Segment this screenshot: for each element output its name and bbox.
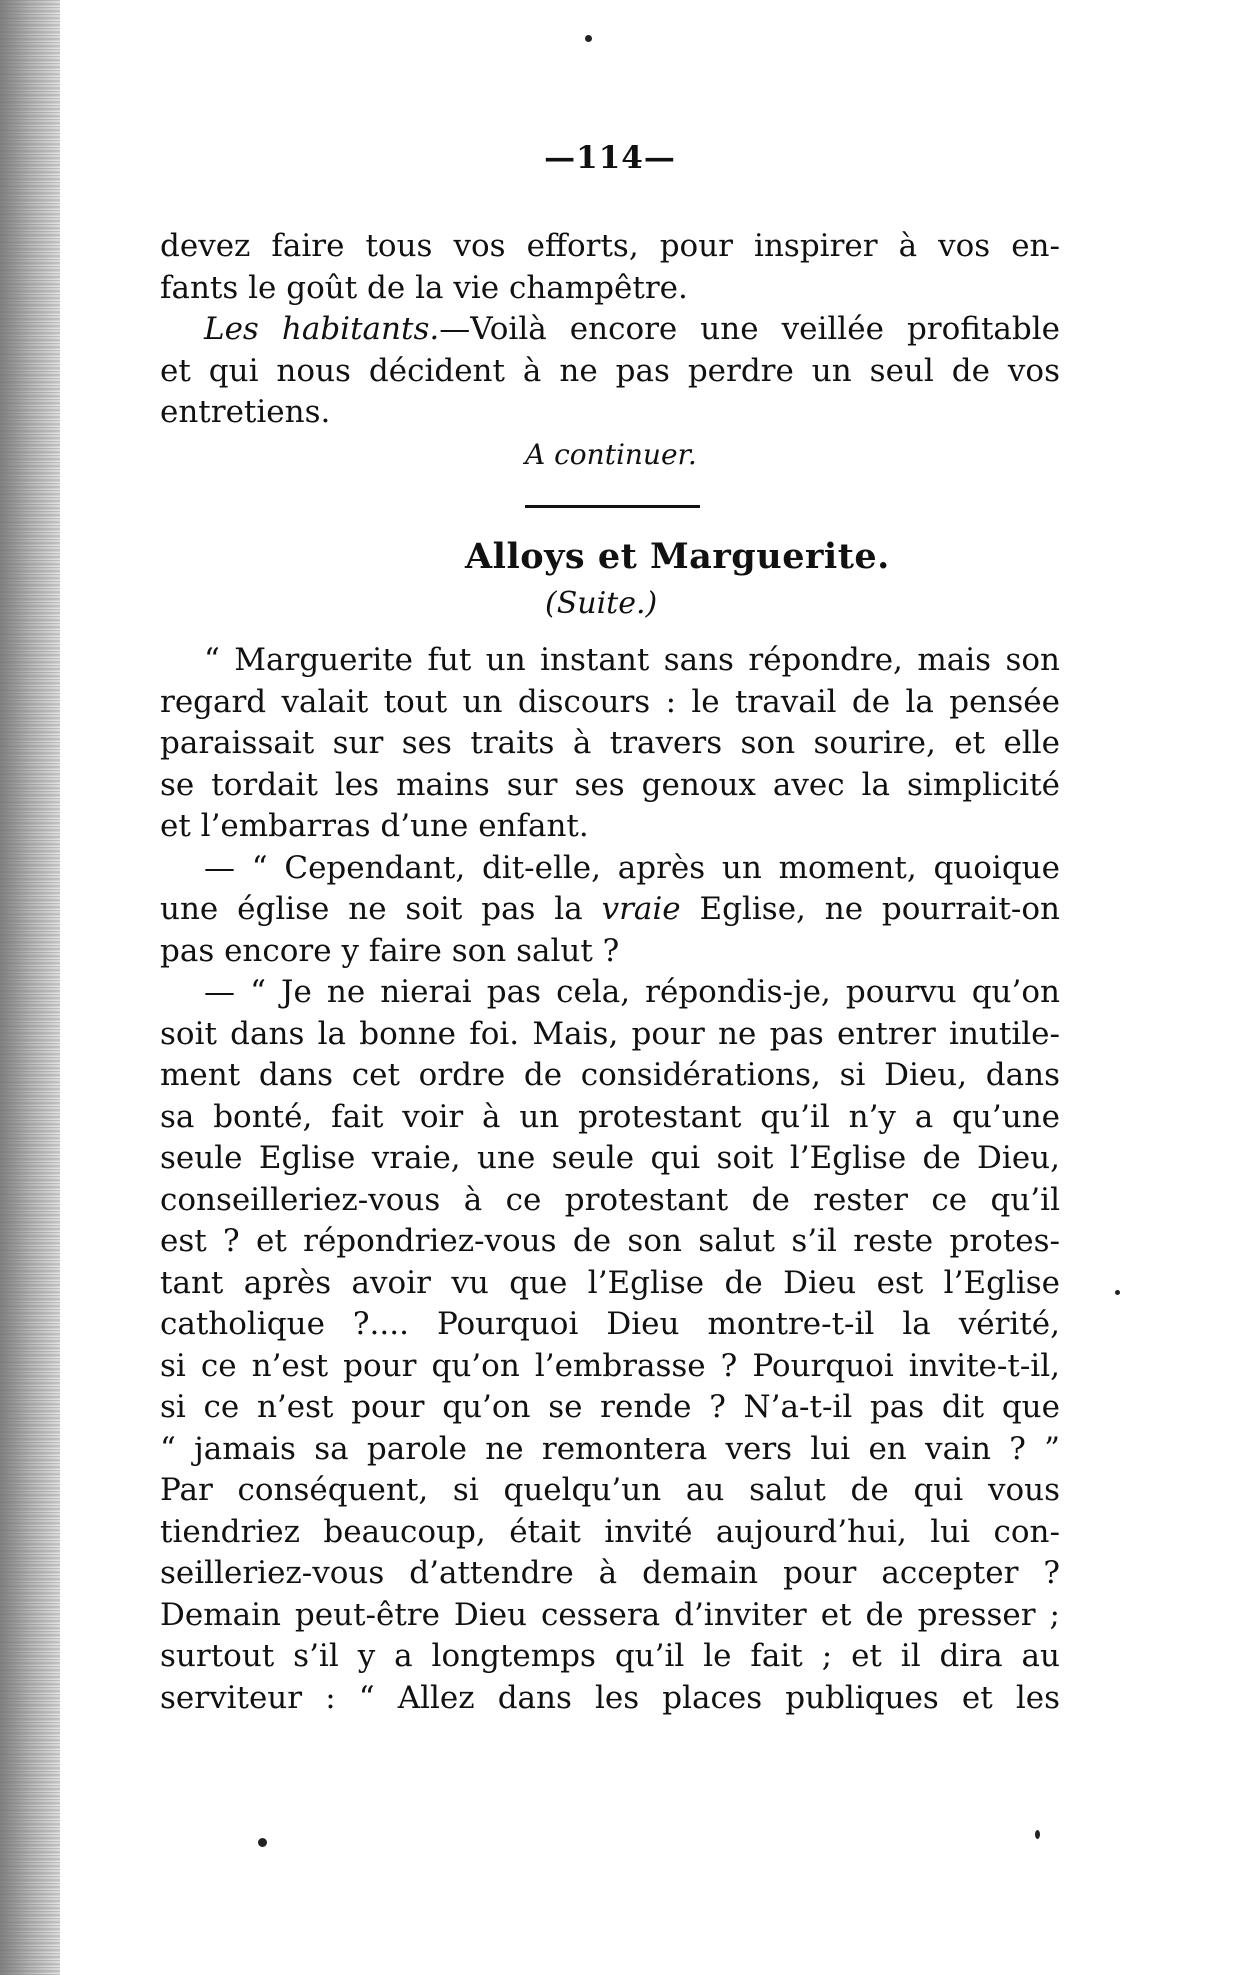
paragraph (160, 640, 1060, 848)
section-divider (525, 505, 700, 508)
text-line: tiendriez beaucoup, était invité aujourd’hui, lui con- (160, 1513, 1060, 1550)
book-binding-edge (0, 0, 60, 1975)
text-line: — “ Je ne nierai pas cela, répondis-je, pourvu qu’on (204, 974, 1060, 1010)
text-line: conseilleriez-vous à ce protestant de rester ce qu’il (160, 1181, 1060, 1218)
text-line: surtout s’il y a longtemps qu’il le fait ; et il dira au (160, 1638, 1060, 1674)
ink-speck (585, 35, 592, 42)
speaker-name: Les habitants. (204, 311, 440, 347)
text-line: “ Marguerite fut un instant sans répondre, mais son (204, 642, 1060, 678)
text-line: Par conséquent, si quelqu’un au salut de qui vous (160, 1472, 1060, 1508)
text-line: seilleriez-vous d’attendre à demain pour accepter ? (160, 1555, 1060, 1591)
book-page (160, 140, 1060, 1719)
text-fragment: Eglise, ne pourrait-on (680, 891, 1060, 927)
speaker-line (160, 309, 1060, 351)
speaker-dash: — (439, 311, 471, 347)
text-line: paraissait sur ses traits à travers son sourire, et elle (160, 725, 1060, 761)
text-line: devez faire tous vos efforts, pour inspirer à vos en- (160, 228, 1060, 264)
paragraph (160, 848, 1060, 973)
section-farm-life (160, 226, 1060, 475)
text-line: “ jamais sa parole ne remontera vers lui en vain ? ” (160, 1430, 1060, 1467)
ink-speck (1035, 1830, 1040, 1839)
speaker-text: Voilà encore une veillée profitable (470, 311, 1060, 347)
text-line: Demain peut-être Dieu cessera d’inviter et de presser ; (160, 1596, 1060, 1633)
text-fragment: une église ne soit pas la (160, 891, 602, 927)
text-line: catholique ?.... Pourquoi Dieu montre-t-il la vérité, (160, 1306, 1060, 1342)
text-line (160, 889, 1060, 931)
to-be-continued: A continuer. (525, 437, 697, 471)
text-line: fants le goût de la vie champêtre. (160, 269, 688, 306)
ink-speck (258, 1838, 267, 1847)
article-subtitle: (Suite.) (545, 586, 658, 621)
page-number: —114— (544, 140, 676, 176)
article-alloys-marguerite (160, 532, 1060, 1719)
text-line: pas encore y faire son salut ? (160, 932, 620, 969)
text-line: — “ Cependant, dit-elle, après un moment, quoique (204, 849, 1060, 886)
text-line: si ce n’est pour qu’on se rende ? N’a-t-il pas dit que (160, 1389, 1060, 1425)
text-line: serviteur : “ Allez dans les places publiques et les (160, 1679, 1060, 1716)
text-line: est ? et répondriez-vous de son salut s’il reste protes- (160, 1223, 1060, 1259)
text-line: regard valait tout un discours : le travail de la pensée (160, 683, 1060, 720)
text-line: se tordait les mains sur ses genoux avec la simplicité (160, 766, 1060, 803)
text-line: entretiens. (160, 394, 331, 430)
paragraph (160, 972, 1060, 1719)
ink-speck (1115, 1290, 1120, 1295)
text-line: tant après avoir vu que l’Eglise de Dieu est l’Eglise (160, 1264, 1060, 1301)
text-line: et qui nous décident à ne pas perdre un seul de vos (160, 352, 1060, 389)
text-line: si ce n’est pour qu’on l’embrasse ? Pourquoi invite-t-il, (160, 1347, 1060, 1384)
text-line: et l’embarras d’une enfant. (160, 808, 589, 844)
article-title: Alloys et Marguerite. (465, 536, 890, 577)
text-line: sa bonté, fait voir à un protestant qu’il n’y a qu’une (160, 1098, 1060, 1135)
text-line: ment dans cet ordre de considérations, si Dieu, dans (160, 1057, 1060, 1093)
emphasis-word: vraie (601, 891, 681, 927)
text-line: seule Eglise vraie, une seule qui soit l’Eglise de Dieu, (160, 1140, 1060, 1176)
text-line: soit dans la bonne foi. Mais, pour ne pas entrer inutile- (160, 1015, 1060, 1052)
